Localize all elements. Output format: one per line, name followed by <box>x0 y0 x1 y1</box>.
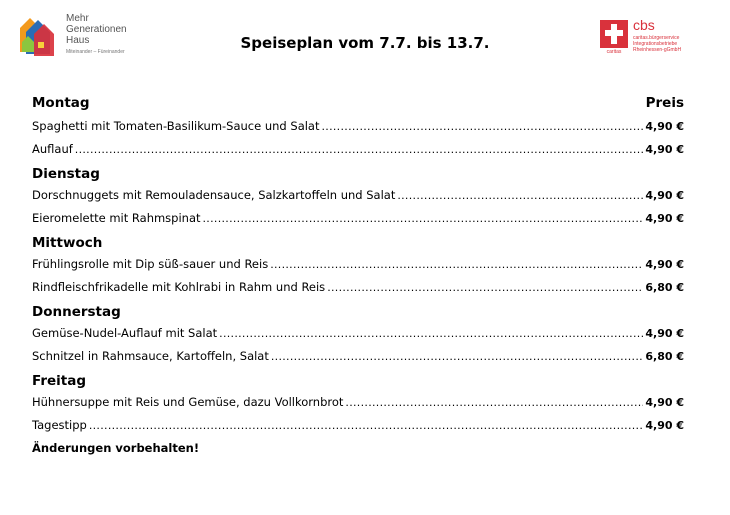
dish-price: 4,90 € <box>645 120 684 133</box>
cbs-line-3: Rheinhessen-gGmbH <box>633 47 682 53</box>
leader-dots <box>345 391 643 414</box>
leader-dots <box>270 253 643 276</box>
day-heading-donnerstag: Donnerstag <box>32 304 121 320</box>
menu-item <box>32 184 684 207</box>
leader-dots <box>203 207 644 230</box>
logo-text-line-1: Mehr <box>66 13 89 24</box>
dish-price: 6,80 € <box>645 350 684 363</box>
footer-note: Änderungen vorbehalten! <box>32 441 200 455</box>
dish-name: Frühlingsrolle mit Dip süß-sauer und Reis <box>32 257 269 271</box>
dish-name: Spaghetti mit Tomaten-Basilikum-Sauce und Salat <box>32 119 320 133</box>
dish-name: Dorschnuggets mit Remouladensauce, Salzkartoffeln und Salat <box>32 188 396 202</box>
dish-price: 4,90 € <box>645 212 684 225</box>
cbs-line-1: caritas.bürgerservice <box>633 35 680 41</box>
menu-item <box>32 322 684 345</box>
dish-name: Auflauf <box>32 142 73 156</box>
leader-dots <box>327 276 643 299</box>
menu-item <box>32 414 684 437</box>
caritas-logo <box>600 17 715 60</box>
menu-list <box>32 94 684 458</box>
leader-dots <box>271 345 644 368</box>
menu-item <box>32 115 684 138</box>
menu-item <box>32 276 684 299</box>
dish-price: 4,90 € <box>645 327 684 340</box>
cbs-abbr: cbs <box>633 17 655 33</box>
menu-item <box>32 391 684 414</box>
dish-name: Gemüse-Nudel-Auflauf mit Salat <box>32 326 218 340</box>
caritas-flame-cross-icon <box>600 20 628 54</box>
dish-price: 4,90 € <box>645 419 684 432</box>
dish-name: Tagestipp <box>32 418 87 432</box>
leader-dots <box>397 184 643 207</box>
menu-item <box>32 138 684 161</box>
dish-name: Rindfleischfrikadelle mit Kohlrabi in Rahm und Reis <box>32 280 326 294</box>
dish-name: Eieromelette mit Rahmspinat <box>32 211 201 225</box>
menu-item <box>32 345 684 368</box>
cbs-line-2: Integrationsbetriebe <box>633 41 678 47</box>
day-heading-dienstag: Dienstag <box>32 166 100 182</box>
dish-price: 4,90 € <box>645 258 684 271</box>
menu-item <box>32 253 684 276</box>
dish-name: Hühnersuppe mit Reis und Gemüse, dazu Vollkornbrot <box>32 395 344 409</box>
day-heading-freitag: Freitag <box>32 373 87 389</box>
leader-dots <box>75 138 644 161</box>
menu-header-row <box>32 94 684 113</box>
day-heading-mittwoch: Mittwoch <box>32 235 103 251</box>
page-title: Speiseplan vom 7.7. bis 13.7. <box>240 34 490 52</box>
dish-price: 6,80 € <box>645 281 684 294</box>
leader-dots <box>322 115 644 138</box>
day-heading-montag: Montag <box>32 95 90 111</box>
price-column-heading: Preis <box>645 95 684 111</box>
leader-dots <box>89 414 644 437</box>
leader-dots <box>219 322 643 345</box>
menu-item <box>32 207 684 230</box>
dish-price: 4,90 € <box>645 143 684 156</box>
logo-tagline: Miteinander – Füreinander <box>66 49 125 55</box>
logo-text-line-2: Generationen <box>66 24 127 35</box>
caritas-mark-text: caritas <box>606 49 622 54</box>
logo-text-line-3: Haus <box>66 35 90 46</box>
dish-price: 4,90 € <box>645 396 684 409</box>
dish-price: 4,90 € <box>645 189 684 202</box>
dish-name: Schnitzel in Rahmsauce, Kartoffeln, Salat <box>32 349 269 363</box>
